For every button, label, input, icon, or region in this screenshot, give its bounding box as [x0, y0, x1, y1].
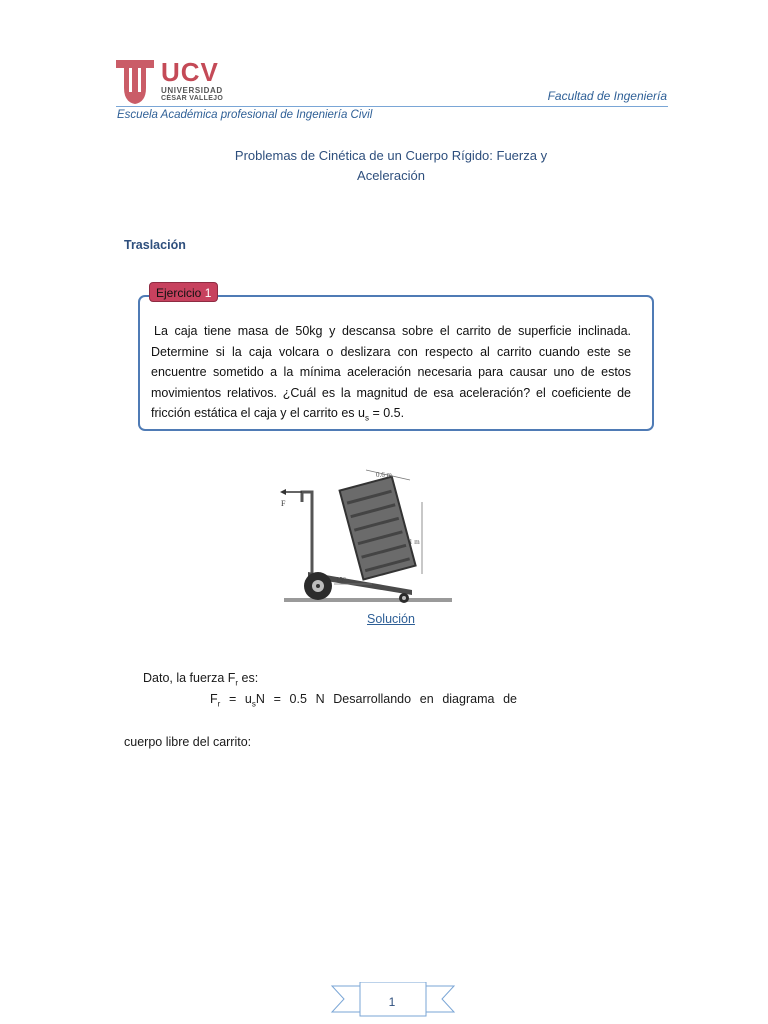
exercise-tag-label: Ejercicio	[156, 286, 202, 300]
exercise-text-end: = 0.5.	[368, 406, 405, 420]
cart-crate-figure	[272, 462, 462, 610]
title-line-1: Problemas de Cinética de un Cuerpo Rígido: Fuerza y	[234, 148, 548, 163]
height-label: 1 m	[409, 538, 420, 546]
cart-handle	[302, 492, 312, 574]
logo-university-text: UNIVERSIDAD	[161, 86, 223, 95]
width-label: 0.6 m	[376, 471, 392, 479]
logo-name-text: CÉSAR VALLEJO	[161, 95, 224, 102]
body-line-3: cuerpo libre del carrito:	[124, 735, 252, 749]
crate	[340, 477, 416, 580]
exercise-statement	[151, 321, 631, 429]
exercise-tag-number: 1	[204, 286, 212, 300]
logo-main-text: UCV	[161, 57, 219, 87]
exercise-subscript: s	[364, 413, 369, 423]
section-heading: Traslación	[124, 238, 186, 252]
logo-wordmark	[161, 58, 223, 103]
exercise-tag	[149, 282, 218, 302]
body-line-1: Dato, la fuerza $F_r$ es:	[143, 671, 259, 688]
school-label: Escuela Académica profesional de Ingeniería Civil	[117, 109, 373, 121]
header-divider	[116, 106, 668, 107]
body-line-2: $F_r = u_sN = 0.5$ N Desarrollando en diagrama de	[210, 692, 517, 709]
angle-label: 15°	[336, 576, 346, 584]
title-line-2: Aceleración	[357, 168, 425, 183]
document-title	[180, 146, 602, 186]
page-number: 1	[388, 995, 396, 1009]
force-label: F	[281, 499, 286, 508]
solution-heading: Solución	[367, 612, 415, 626]
ground-line	[284, 598, 452, 602]
faculty-label: Facultad de Ingeniería	[547, 89, 667, 103]
exercise-text: La caja tiene masa de 50kg y descansa sobre el carrito de superficie inclinada. Determine si la caja volcara o deslizara con respecto al carrito cuando este se encuentre sometido a la mínima aceleración necesaria para causar uno de estos movimientos relativos. ¿Cuál es la magnitud de esa aceleración? el coeficiente de fricción estática el caja y el carrito es u	[151, 324, 631, 420]
